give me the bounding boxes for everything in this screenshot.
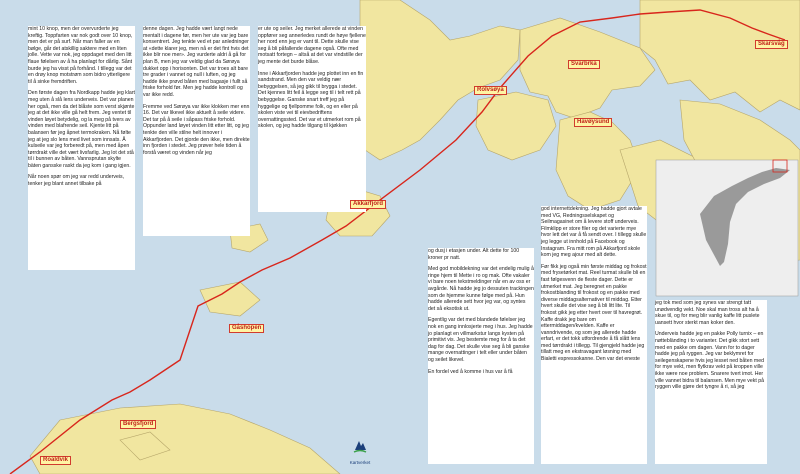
- paragraph: En fordel ved å komme i hus var å få: [428, 368, 513, 375]
- paragraph: Før fikk jeg også min første middag og frokost med frysetørket mat. Reel turmat skulle bli en fast følgesvenn de fleste dager. Dette er utmerket mat. Jeg beregnet en pakke frokostblanding til frokost og en pakke med diverse middagsalternativer til middag. Etter hvert skulle det vise seg å bli litt lite. Til frokost gikk jeg etter hvert over til havregrøt. Kaffe drakk jeg bare om ettermiddagen/kvelden. Kaffe er vanndrivende, og som jeg allerede hadde erfart, er det tokk utfordrende å få slått lens med tørrdrakt i tillegg. Til gjengjeld hadde jeg tillatt meg en ekstravagant løsning med Bialetti espressokanne. Den var det eneste: [541, 263, 647, 363]
- article-column-1: [28, 26, 135, 270]
- paragraph: og dusj i etasjen under. Alt dette for 100 kroner pr natt.: [428, 248, 520, 261]
- article-column-4: [428, 248, 534, 464]
- place-label-skarsvag: Skarsvåg: [755, 40, 788, 49]
- paragraph: Den første dagen fra Nordkapp hadde jeg klart meg uten å slå lens underveis. Det var planen her også, men da det blåste som verst skjønte jeg at det ikke ville gå helt frem. Jeg ventet til vinden løyet betydelig, og la meg på tvers av vinden med blafrende seil. Kjente litt på balansen før jeg åpnet termokraken. Nå følte jeg at jeg slo lens med livet som innsats. Å kulseile var jeg forberedt på, men med åpen tørrdrakt ville det vært livsfarlig. Jeg lot det stå til i bunnen av båten. Vannsprutan skylte bäten gansske raskt da jeg kom i gang igjen.: [28, 90, 135, 169]
- paragraph: Fremme ved Sørøya var ikke klokken mer enn 16. Det var likevel ikke aktuelt å seile videre. Det tar på å seile i såpass friske forhold. Oppunder land løyet vinden litt etter litt, og jeg tenkte den ville stilne helt innover i Akkarfjorden. Det gjorde den ikke, men direkte inn fjorden i stedet. Jeg prøver hele tiden å forstå været og vinden når jeg: [143, 103, 250, 156]
- paragraph: Når noen spør om jeg var redd underveis, tenker jeg blant annet tilbake på: [28, 174, 125, 188]
- article-column-6: [655, 300, 767, 464]
- place-label-akkarfjord: Akkarfjord: [350, 200, 386, 209]
- article-column-2: [143, 26, 250, 236]
- paragraph: er ute og seiler. Jeg merket allerede at vinden oppfører seg annerledes rundt de høye fjellene her nord enn jeg er vant til. Dette skulle vise seg å bli påfallende dagene også. Ofte med motsatt fortegn – altså at det var vindstille der jeg mente det burde blåse.: [258, 26, 366, 65]
- paragraph: mint 10 knop, men der overvurderte jeg kreftig. Toppfarten var nok godt over 10 knop, men det er på surf. Når man faller av en bølge, går det atskillig saktere med en liten jolle. Vette var nok, jeg oppdaget med den litt flaue følelsen av å ha planlagt for dårlig. Sånt burde jeg ha visst på forhånd. I tillegg var det en drøy knop motstrøm som bidro ytterligere til å sinke fremdriften.: [28, 26, 133, 85]
- place-label-bergsfjord: Bergsfjord: [120, 420, 156, 429]
- paragraph: Egentlig var det med blandede følelser jeg nok en gang innlosjerte meg i hus. Jeg hadde jo planlagt en villmarkstur langs kysten på primitivt vis. Jeg bestemte meg for å ta det dag for dag. Det skulle vise seg å bli ganske mange overnattinger i telt eller under båten og seilet likevel.: [428, 317, 533, 363]
- paragraph: god internettdekning. Jeg hadde gjort avtale med VG, Redningsselskapet og Seilmagasinet om å levere stoff underveis. Filmklipp er store filer og det varierte mye hvor lett det var å få sendt over. I tillegg skulle jeg legge ut innhold på Facebook og Instagram. Fra mitt rom på Akkarfjord skole kom jeg meg ajour med alt dette.: [541, 206, 647, 259]
- article-column-5: [541, 206, 647, 464]
- inset-map: [656, 160, 798, 296]
- logo-label: Kartverket: [349, 460, 371, 465]
- place-label-havoysund: Havøysund: [574, 118, 612, 127]
- kartverket-logo-icon: [353, 438, 367, 454]
- paragraph: Med god mobildekning var det endelig mulig å ringe hjem til Mette i ro og mak. Ofte vakaler vi bare noen tekstmeldinger når en av oss er avgårde. Nå hadde jeg jo dessuten trackingen som de hjemme kunne følge med på. Hun hadde allerede sett hvor jeg var, og syntes det så eksotisk ut.: [428, 266, 534, 312]
- paragraph: denne dagen. Jeg hadde vært langt nede mentalt i dagene før, men her ute var jeg bare konsentrert. Jeg tenkte ved et par anledninger at «dette klarer jeg, men nå er det fint hvis det ikke blir noe mer». Jeg vurderte aldri å gå for plan B, men jeg var veldig glad da Sørøya dukket opp i horisonten. Det var troes alt bare tre grader i vannet og null i luften, og jeg hadde ikke prøvd båten med bagasje i fullt så friske forhold før. Men jeg hadde kontroll og var ikke redd.: [143, 26, 249, 98]
- place-label-rolvsoya: Rolvsøya: [474, 86, 507, 95]
- kartverket-logo: [345, 438, 375, 465]
- paragraph: Underveis hadde jeg en pakke Polly turnix – en nøttebländing i to varianter. Det gikk stort sett med en pakke om dagen. Vann for to dager hadde jeg på ryggen. Jeg var beklymret for seilegenskapene hvis jeg lesset ned båten med for mye vekt, men flytkrav vekt på kroppen ville ikke være noe problem. Snarere tvert imot. Her ville vannet bidra til balansen. Men mye vekt på ryggen ville gjøre det tyngre å ri, så jeg: [655, 331, 765, 391]
- paragraph: jeg tok med som jeg synes var strengt tatt unødvendig vekt. Noe skal man tross alt ha å skue til, og for meg blir vanlig kaffe litt puslete uansett hvor sterkt man koker den.: [655, 300, 760, 326]
- place-label-roaldvik: Roaldvik: [40, 456, 71, 465]
- paragraph: Inne i Akkarfjorden hadde jeg plottet inn en fin sandstrand. Men den var veldig nær bebyggelsen, så jeg gikk til brygga i stedet. Det kjennes litt feil å legge seg til i telt rett på bebyggelse. Ganske snart treff jeg på hyggelige og fjellpomme folk, og en eller på skolen viste vei til eievbedriftens overnattingssted. Det var et utmerket rom på skolen, og jeg hadde tilgang til kjøkken: [258, 70, 364, 130]
- place-label-gashopen: Gåshopen: [229, 324, 264, 333]
- article-column-3: [258, 26, 366, 212]
- place-label-svarbrka: Svarbrka: [568, 60, 600, 69]
